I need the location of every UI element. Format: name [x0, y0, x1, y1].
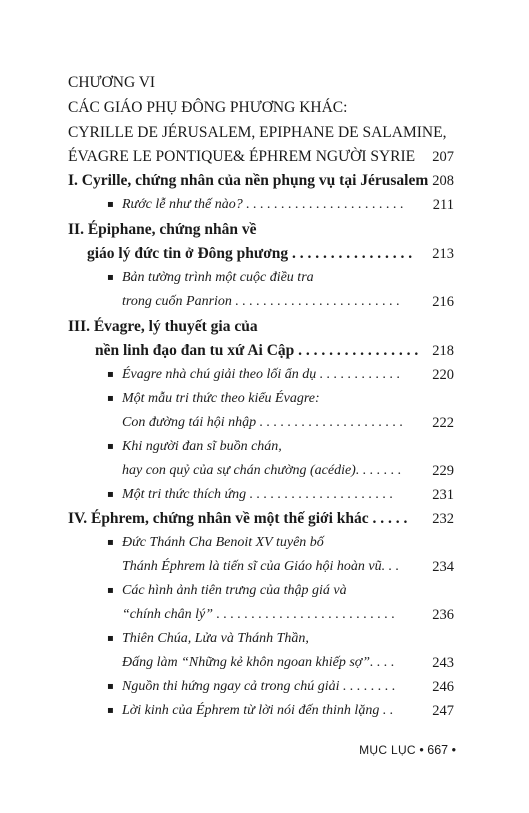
subsection-title: Khi người đan sĩ buồn chán,	[122, 439, 282, 454]
subsection-title-continued: trong cuốn Panrion . . . . . . . . . . . . . . . . . . . . . . . .	[122, 294, 400, 309]
toc-entry	[0, 364, 529, 386]
page-number: 229	[432, 463, 454, 479]
small-square-bullet-icon: ▪	[107, 393, 114, 404]
footer-page-number: 667	[427, 743, 449, 757]
toc-entry	[0, 340, 529, 362]
small-square-bullet-icon: ▪	[107, 633, 114, 644]
subsection-title: Các hình ảnh tiên trưng của thập giá và	[122, 583, 347, 598]
subsection-title-continued: Đấng làm “Những kẻ khôn ngoan khiếp sợ”. . . .	[122, 655, 395, 670]
page-number: 243	[432, 655, 454, 671]
page-number: 213	[432, 246, 454, 262]
toc-entry	[0, 243, 529, 265]
section-title: I. Cyrille, chứng nhân của nền phụng vụ tại Jérusalem	[68, 172, 429, 189]
chapter-title-line-2	[0, 122, 529, 144]
subsection-title: Thiên Chúa, Lửa và Thánh Thần,	[122, 631, 309, 646]
subsection-title-continued: Con đường tái hội nhập . . . . . . . . . . . . . . . . . . . . .	[122, 415, 404, 430]
page-number: 220	[432, 367, 454, 383]
chapter-title: ÉVAGRE LE PONTIQUE& ÉPHREM NGƯỜI SYRIE	[68, 148, 416, 165]
page-number: 211	[432, 197, 454, 213]
small-square-bullet-icon: ▪	[107, 705, 114, 716]
section-title: II. Épiphane, chứng nhân về	[68, 221, 257, 238]
small-square-bullet-icon: ▪	[107, 681, 114, 692]
toc-entry	[0, 436, 529, 458]
subsection-title: Lời kinh của Éphrem từ lời nói đến thinh lặng . .	[122, 703, 394, 718]
chapter-label-line	[0, 72, 529, 94]
toc-entry	[0, 194, 529, 216]
subsection-title: Rước lễ như thế nào? . . . . . . . . . . . . . . . . . . . . . . .	[122, 197, 404, 212]
chapter-title: CYRILLE DE JÉRUSALEM, EPIPHANE DE SALAMINE,	[68, 124, 447, 141]
small-square-bullet-icon: ▪	[107, 489, 114, 500]
toc-entry	[0, 219, 529, 241]
toc-entry	[0, 316, 529, 338]
footer-end-mark: •	[451, 743, 456, 757]
toc-entry	[0, 508, 529, 530]
toc-entry	[0, 532, 529, 554]
small-square-bullet-icon: ▪	[107, 369, 114, 380]
footer-separator: •	[419, 743, 424, 757]
toc-entry	[0, 700, 529, 722]
subsection-title: Nguồn thi hứng ngay cả trong chú giải . . . . . . . .	[122, 679, 396, 694]
toc-entry	[0, 484, 529, 506]
page-number: 231	[432, 487, 454, 503]
subsection-title: Bản tường trình một cuộc điều tra	[122, 270, 314, 285]
page-number: 247	[432, 703, 454, 719]
page-number: 208	[432, 173, 454, 189]
page-number: 216	[432, 294, 454, 310]
section-title: IV. Éphrem, chứng nhân về một thế giới khác . . . . .	[68, 510, 408, 527]
subsection-title: Đức Thánh Cha Benoit XV tuyên bố	[122, 535, 324, 550]
page-number: 207	[432, 149, 454, 165]
toc-entry	[0, 267, 529, 289]
toc-entry	[0, 676, 529, 698]
footer-label: MỤC LỤC	[359, 743, 416, 757]
toc-entry	[0, 170, 529, 192]
toc-entry	[0, 604, 529, 626]
page-number: 234	[432, 559, 454, 575]
small-square-bullet-icon: ▪	[107, 272, 114, 283]
toc-entry	[0, 388, 529, 410]
chapter-title: CÁC GIÁO PHỤ ĐÔNG PHƯƠNG KHÁC:	[68, 99, 348, 116]
small-square-bullet-icon: ▪	[107, 199, 114, 210]
subsection-title: Một mẫu tri thức theo kiểu Évagre:	[122, 391, 320, 406]
subsection-title: Évagre nhà chú giải theo lối ẩn dụ . . . . . . . . . . . .	[122, 367, 401, 382]
page-number: 222	[432, 415, 454, 431]
toc-entry	[0, 412, 529, 434]
section-title: III. Évagre, lý thuyết gia của	[68, 318, 258, 335]
toc-entry	[0, 580, 529, 602]
page-number: 218	[432, 343, 454, 359]
section-title-continued: nền linh đạo đan tu xứ Ai Cập . . . . . . . . . . . . . . . .	[95, 342, 419, 359]
small-square-bullet-icon: ▪	[107, 441, 114, 452]
subsection-title-continued: “chính chân lý” . . . . . . . . . . . . . . . . . . . . . . . . . .	[122, 607, 395, 622]
chapter-title-line-3	[0, 146, 529, 168]
toc-entry	[0, 460, 529, 482]
toc-entry	[0, 291, 529, 313]
toc-entry	[0, 652, 529, 674]
chapter-title-line-1	[0, 97, 529, 119]
small-square-bullet-icon: ▪	[107, 585, 114, 596]
page-number: 232	[432, 511, 454, 527]
chapter-label: CHƯƠNG VI	[68, 74, 156, 91]
toc-entry	[0, 556, 529, 578]
subsection-title: Một tri thức thích ứng . . . . . . . . . . . . . . . . . . . . .	[122, 487, 394, 502]
section-title-continued: giáo lý đức tin ở Đông phương . . . . . . . . . . . . . . . .	[87, 245, 413, 262]
toc-entry	[0, 628, 529, 650]
subsection-title-continued: hay con quỷ của sự chán chường (acédie). . . . . . .	[122, 463, 402, 478]
small-square-bullet-icon: ▪	[107, 537, 114, 548]
page-number: 246	[432, 679, 454, 695]
page-number: 236	[432, 607, 454, 623]
subsection-title-continued: Thánh Éphrem là tiến sĩ của Giáo hội hoàn vũ. . .	[122, 559, 400, 574]
page-footer	[359, 740, 456, 760]
